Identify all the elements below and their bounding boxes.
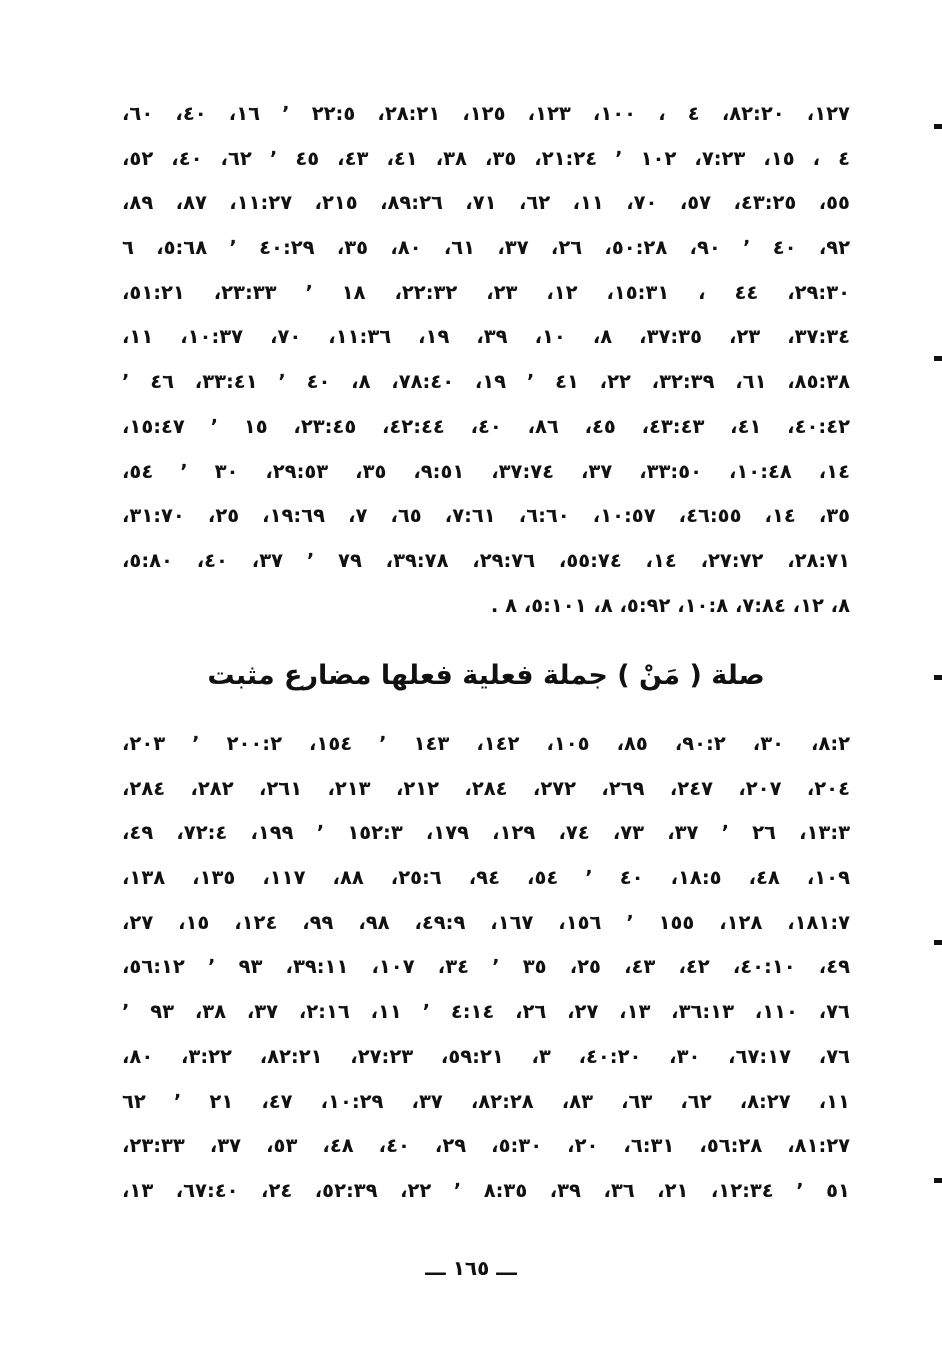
reference-line: ٢٩:٣٠، ٤٤ ، ١٥:٣١، ١٢، ٢٣، ٢٢:٣٢، ١٨ ٬ ٢٣:٣٣، ٥١:٢١، [122, 280, 850, 304]
edge-mark [934, 356, 942, 361]
edge-mark [934, 940, 942, 945]
reference-line: ١٨١:٧، ١٢٨، ١٥٥ ٬ ١٥٦، ١٦٧، ٤٩:٩، ٩٨، ٩٩، ١٢٤، ١٥، ٢٧، [122, 910, 850, 934]
reference-line: ٨١:٢٧، ٥٦:٢٨، ٦:٣١، ٢٠، ٥:٣٠، ٢٩، ٤٠، ٤٨، ٥٣، ٣٧، ٢٣:٣٣، [122, 1134, 850, 1158]
reference-line: ٣٥، ١٤، ٤٦:٥٥، ١٠:٥٧، ٦:٦٠، ٧:٦١، ٦٥، ٧، ١٩:٦٩، ٢٥، ٣١:٧٠، [122, 504, 850, 528]
reference-line: ٣٧:٣٤، ٢٣، ٣٧:٣٥، ٨، ١٠، ٣٩، ١٩، ١١:٣٦، ٧٠، ١٠:٣٧، ١١، [122, 325, 850, 349]
reference-line: ٥١ ٬ ١٢:٣٤، ٢١، ٣٦، ٣٩، ٨:٣٥ ٬ ٢٢، ٥٢:٣٩، ٢٤، ٦٧:٤٠، ١٣، [122, 1178, 850, 1202]
section-heading: صلة ( مَنْ ) جملة فعلية فعلها مضارع مثبت [207, 660, 765, 691]
reference-block-top [122, 92, 850, 628]
reference-line: ٧٦، ٦٧:١٧، ٣٠، ٤٠:٢٠، ٣، ٥٩:٢١، ٢٧:٢٣، ٨٢:٢١، ٣:٢٢، ٨٠، [122, 1044, 850, 1068]
reference-line: ١٣:٣، ٢٦ ٬ ٣٧، ٧٣، ٧٤، ١٢٩، ١٧٩، ١٥٢:٣ ٬ ١٩٩، ٧٢:٤، ٤٩، [122, 821, 850, 845]
edge-mark [934, 1178, 942, 1183]
reference-line: ٨:٢، ٣٠، ٩٠:٢، ٨٥، ١٠٥، ١٤٢، ١٤٣ ٬ ١٥٤، ٢٠٠:٢ ٬ ٢٠٣، [122, 732, 850, 755]
reference-line: ١١، ٨:٢٧، ٦٢، ٦٣، ٨٣، ٨٢:٢٨، ٣٧، ١٠:٢٩، ٤٧، ٢١ ٬ ٦٢ [122, 1089, 850, 1113]
reference-line: ١٠٩، ٤٨، ١٨:٥، ٤٠ ٬ ٥٤، ٩٤، ٢٥:٦، ٨٨، ١١٧، ١٣٥، ١٣٨، [122, 866, 850, 890]
reference-line: ٧٦، ١١٠، ٣٦:١٣، ١٣، ٢٧، ٢٦، ٤:١٤ ٬ ١١، ٢:١٦، ٣٧، ٣٨، ٩٣ ٬ [122, 1000, 850, 1024]
reference-line: ٢٨:٧١، ٢٧:٧٢، ١٤، ٥٥:٧٤، ٢٩:٧٦، ٣٩:٧٨، ٧٩ ٬ ٣٧، ٤٠، ٥:٨٠، [122, 548, 850, 572]
page-number: ـــ ١٦٥ ـــ [425, 1256, 517, 1280]
reference-line: ٩٢، ٤٠ ٬ ٩٠، ٥٠:٢٨، ٢٦، ٣٧، ٦١، ٨٠، ٣٥، ٤٠:٢٩ ٬ ٥:٦٨، ٦ [122, 236, 850, 260]
reference-line: ١٢٧، ٨٢:٢٠، ٤ ، ١٠٠، ١٢٣، ١٢٥، ٢٨:٢١، ٢٢:٥ ٬ ١٦، ٤٠، ٦٠، [122, 102, 850, 125]
reference-line: ٨، ١٢، ٧:٨٤، ١٠:٨، ٥:٩٢، ٨، ٥:١٠١، ٨ . [490, 593, 850, 617]
reference-line: ٤ ، ١٥، ٧:٢٣، ١٠٢ ٬ ٢١:٢٤، ٣٥، ٣٨، ٤١، ٤٣، ٤٥ ٬ ٦٢، ٤٠، ٥٢، [122, 146, 850, 170]
reference-block-bottom [122, 722, 850, 1214]
reference-line: ٥٥، ٤٣:٢٥، ٥٧، ٧٠، ١١، ٦٢، ٧١، ٨٩:٢٦، ٢١٥، ١١:٢٧، ٨٧، ٨٩، [122, 191, 850, 215]
reference-line: ٤٠:٤٢، ٤١، ٤٣:٤٣، ٤٥، ٨٦، ٤٠، ٤٢:٤٤، ٢٣:٤٥، ١٥ ٬ ١٥:٤٧، [122, 414, 850, 438]
edge-mark [934, 124, 942, 129]
reference-line: ٤٩، ٤٠:١٠، ٤٢، ٤٣، ٢٥، ٣٥ ٬ ٣٤، ١٠٧، ٣٩:١١، ٩٣ ٬ ٥٦:١٢، [122, 955, 850, 979]
edge-mark [934, 675, 942, 680]
reference-line: ١٤، ١٠:٤٨، ٣٣:٥٠، ٣٧، ٣٧:٧٤، ٩:٥١، ٣٥، ٢٩:٥٣، ٣٠ ٬ ٥٤، [122, 459, 850, 483]
reference-line: ٢٠٤، ٢٠٧، ٢٤٧، ٢٦٩، ٢٧٢، ٢٨٤، ٢١٢، ٢١٣، ٢٦١، ٢٨٢، ٢٨٤، [122, 776, 850, 800]
reference-line: ٨٥:٣٨، ٦١، ٣٢:٣٩، ٢٢، ٤١ ٬ ١٩، ٧٨:٤٠، ٨، ٤٠ ٬ ٣٣:٤١، ٤٦ ٬ [122, 370, 850, 394]
